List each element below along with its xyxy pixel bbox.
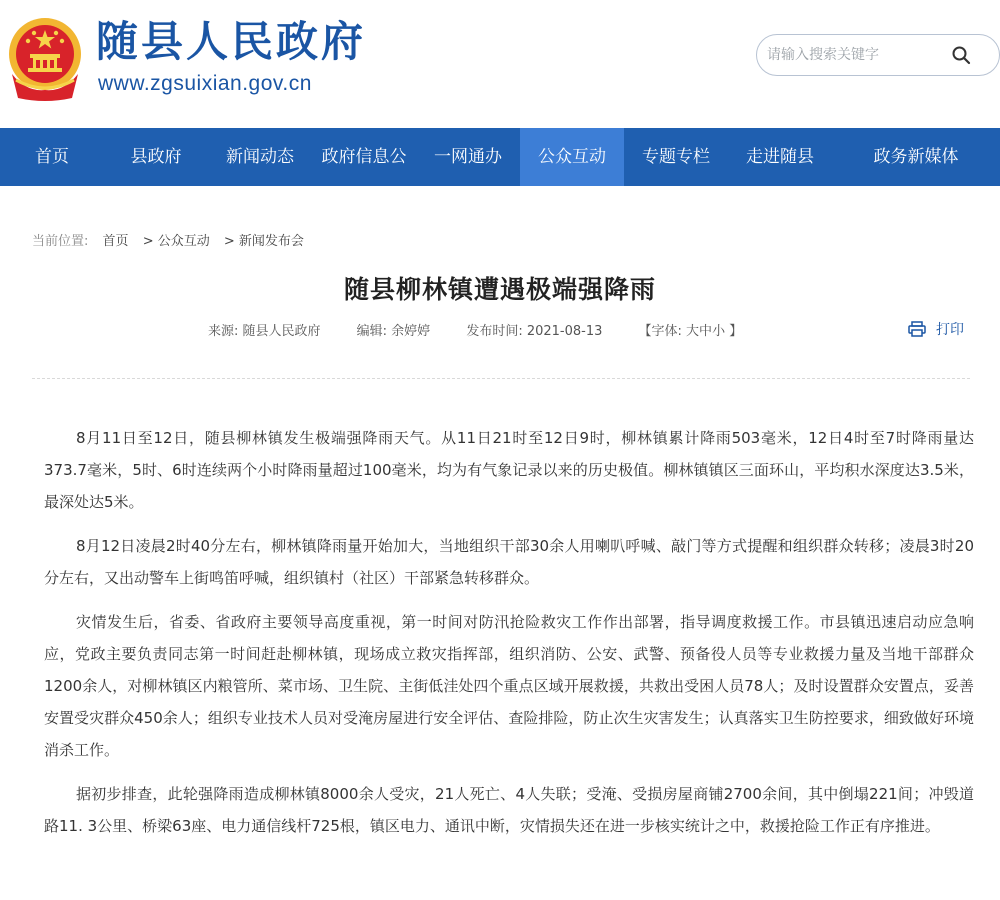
print-button[interactable] bbox=[908, 319, 964, 339]
article-paragraph: 灾情发生后，省委、省政府主要领导高度重视，第一时间对防汛抢险救灾工作作出部署，指导调度救援工作。市县镇迅速启动应急响应，党政主要负责同志第一时间赶赴柳林镇，现场成立救灾指挥部，组织消防、公安、武警、预备役人员等专业救援力量及当地干部群众1200余人，对柳林镇区内粮管所、菜市场、卫生院、主街低洼处四个重点区域开展救援，共救出受困人员78人；及时设置群众安置点，妥善安置受灾群众450余人；组织专业技术人员对受淹房屋进行安全评估、查险排险，防止次生灾害发生；认真落实卫生防控要求，细致做好环境消杀工作。 bbox=[44, 613, 974, 759]
font-size-control bbox=[639, 324, 743, 339]
font-size-large[interactable]: 大 bbox=[686, 324, 700, 339]
nav-item-county-government[interactable]: 县政府 bbox=[130, 147, 182, 167]
site-header bbox=[0, 0, 1000, 128]
breadcrumb-item-home[interactable]: 首页 bbox=[102, 234, 129, 249]
nav-item-new-media[interactable]: 政务新媒体 bbox=[873, 147, 959, 167]
article-paragraph: 据初步排查，此轮强降雨造成柳林镇8000余人受灾，21人死亡、4人失联；受淹、受损房屋商铺2700余间，其中倒塌221间；冲毁道路11. 3公里、桥梁63座、电力通信线杆725根，镇区电力、通讯中断，灾情损失还在进一步核实统计之中，救援抢险工作正有序推进。 bbox=[44, 785, 974, 835]
article-title: 随县柳林镇遭遇极端强降雨 bbox=[343, 275, 656, 304]
main-nav bbox=[0, 128, 1000, 186]
article-meta bbox=[208, 320, 742, 339]
breadcrumb-item-public-interaction[interactable]: > 公众互动 bbox=[142, 234, 210, 249]
nav-item-news[interactable]: 新闻动态 bbox=[226, 147, 294, 167]
article-paragraph: 8月12日凌晨2时40分左右，柳林镇降雨量开始加大，当地组织干部30余人用喇叭呼喊、敲门等方式提醒和组织群众转移；凌晨3时20分左右，又出动警车上街鸣笛呼喊，组织镇村（社区）干部紧急转移群众。 bbox=[44, 537, 974, 587]
nav-item-special-topics[interactable]: 专题专栏 bbox=[642, 147, 710, 167]
print-label: 打印 bbox=[936, 322, 964, 338]
article-paragraph: 8月11日至12日，随县柳林镇发生极端强降雨天气。从11日21时至12日9时，柳林镇累计降雨503毫米，12日4时至7时降雨量达373.7毫米，5时、6时连续两个小时降雨量超过100毫米，均为有气象记录以来的历史极值。柳林镇镇区三面环山，平均积水深度达3.5米，最深处达5米。 bbox=[44, 429, 974, 511]
meta-divider bbox=[32, 378, 970, 379]
nav-item-public-interaction[interactable]: 公众互动 bbox=[520, 128, 624, 186]
font-size-suffix: 】 bbox=[725, 324, 743, 339]
site-title[interactable]: 随县人民政府 bbox=[96, 17, 367, 66]
national-emblem-icon[interactable] bbox=[6, 14, 84, 104]
font-size-small[interactable]: 小 bbox=[712, 324, 726, 339]
article-editor: 编辑: 余婷婷 bbox=[356, 324, 431, 339]
article-body bbox=[44, 422, 974, 854]
site-url[interactable]: www.zgsuixian.gov.cn bbox=[98, 72, 312, 95]
breadcrumb bbox=[32, 230, 314, 249]
search-icon[interactable] bbox=[950, 44, 972, 66]
breadcrumb-item-press-conference[interactable]: > 新闻发布会 bbox=[223, 234, 304, 249]
article-date: 发布时间: 2021-08-13 bbox=[466, 324, 603, 339]
font-size-prefix: 【字体: bbox=[638, 324, 687, 339]
nav-item-gov-info[interactable]: 政府信息公 bbox=[321, 147, 407, 167]
nav-item-about-suixian[interactable]: 走进随县 bbox=[746, 147, 814, 167]
nav-item-home[interactable]: 首页 bbox=[35, 147, 69, 167]
font-size-medium[interactable]: 中 bbox=[699, 324, 713, 339]
search-input[interactable] bbox=[767, 43, 947, 67]
article-source: 来源: 随县人民政府 bbox=[208, 324, 321, 339]
nav-item-one-stop-service[interactable]: 一网通办 bbox=[434, 147, 502, 167]
breadcrumb-prefix: 当前位置: bbox=[32, 234, 89, 249]
printer-icon bbox=[908, 321, 926, 337]
